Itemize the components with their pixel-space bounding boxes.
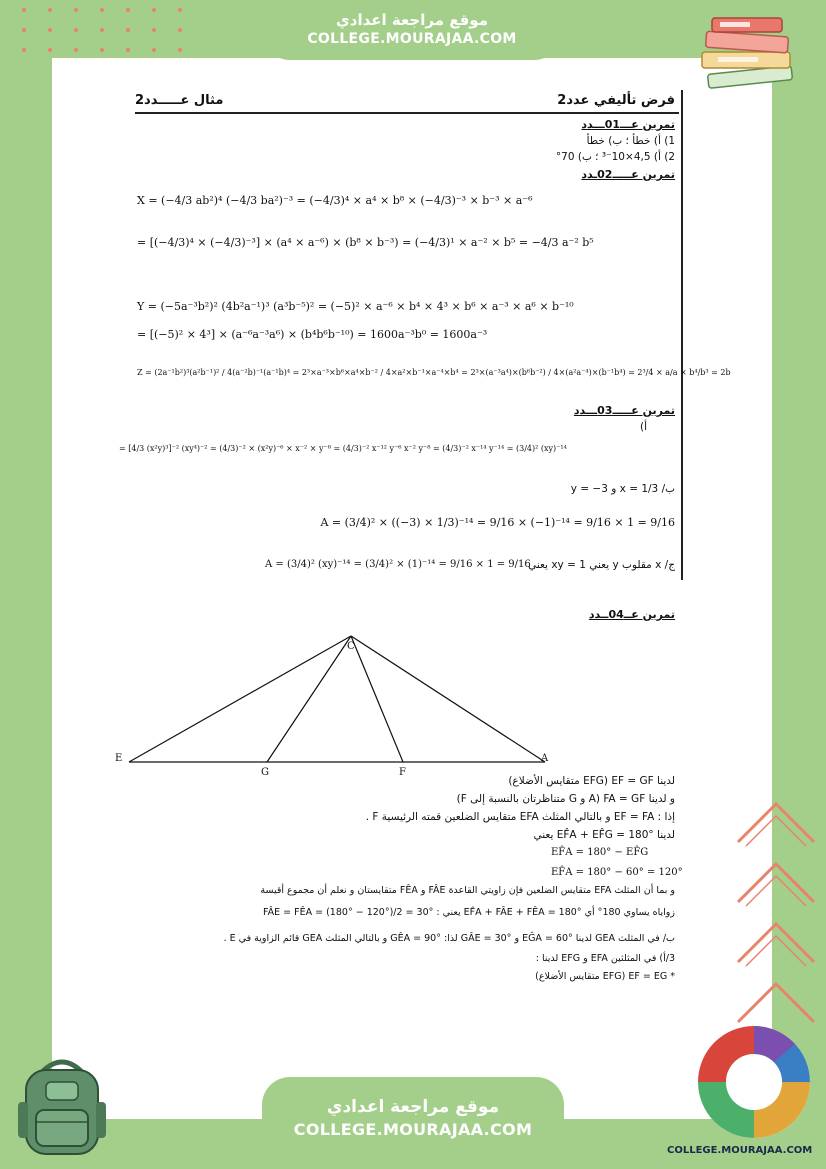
exercise-1-title: تمرين عـــ01ـــدد: [581, 118, 675, 131]
banner-arabic-bottom: موقع مراجعة اعدادي: [326, 1097, 500, 1117]
ex4-line-10: 3/أ) في المثلثين EFA و EFG لدينا :: [535, 953, 675, 964]
margin-rule: [681, 90, 683, 580]
logo-site-label: COLLEGE.MOURAJAA.COM: [667, 1145, 813, 1156]
part-a-label: أ): [639, 421, 647, 433]
exam-title: فرض تأليفي عدد2: [557, 93, 675, 108]
ex3-line-a: = [4/3 (x²y)³]⁻² (xy⁴)⁻² = (4/3)⁻² × (x²y)⁻⁶ × x⁻² × y⁻⁸ = (4/3)⁻² x⁻¹² y⁻⁶ x⁻² y⁻⁸ = (4/3)⁻² x⁻¹⁴ y⁻¹⁴ = (3/4)² (xy)⁻¹⁴: [119, 444, 567, 453]
triangle-figure: [115, 630, 555, 780]
y-line-2: = [(−5)² × 4³] × (a⁻⁶a⁻³a⁶) × (b⁴b⁶b⁻¹⁰) = 1600a⁻³b⁰ = 1600a⁻³: [137, 328, 488, 341]
ex4-line-4: لدينا EF̂A + EF̂G = 180° يعني: [533, 829, 675, 841]
frame-left: [0, 0, 52, 1169]
ex3-b-label: ب/ x = 1/3 و y = −3: [570, 483, 675, 495]
exercise-1-line-2: 2) أ) 4,5×10⁻³ ؛ ب) 70°: [555, 151, 675, 163]
vertex-f-label: F: [399, 767, 406, 778]
ex4-line-9: ب/ في المثلث GEA لدينا EĜA = 60° و GÂE = 30° لذا: GÊA = 90° و بالتالي المثلث GEA قائم الزاوية في E .: [223, 933, 675, 944]
example-title: مثال عـــــدد2: [135, 93, 224, 108]
exercise-3-title: تمرين عـــــ03ـــدد: [573, 404, 675, 417]
banner-arabic: موقع مراجعة اعدادي: [336, 11, 488, 29]
exercise-1-line-1: 1) أ) خطأ ؛ ب) خطأ: [586, 135, 675, 147]
ex3-line-c: A = (3/4)² (xy)⁻¹⁴ = (3/4)² × (1)⁻¹⁴ = 9/16 × 1 = 9/16: [265, 559, 531, 570]
header-rule: [135, 112, 679, 114]
backpack-icon: [12, 1052, 112, 1162]
ex4-line-7: و بما أن المثلث EFA متقايس الضلعين فإن زاويتي القاعدة FÂE و FÊA متقايستان و نعلم أن مجموع أقيسة: [260, 885, 675, 896]
exercise-2-title: تمرين عـــــ02ـدد: [581, 168, 675, 181]
vertex-a-label: A: [541, 753, 549, 764]
x-line-1: X = (−4/3 ab²)⁴ (−4/3 ba²)⁻³ = (−4/3)⁴ × a⁴ × b⁸ × (−4/3)⁻³ × b⁻³ × a⁻⁶: [137, 194, 533, 207]
vertex-e-label: E: [115, 753, 123, 764]
books-icon: [694, 12, 804, 92]
ex4-line-3: إذا : EF = FA و بالتالي المثلث EFA متقايس الضلعين قمته الرئيسية F .: [365, 811, 675, 823]
z-line: Z = (2a⁻¹b²)³(a²b⁻¹)² / 4(a⁻²b)⁻¹(a⁻¹b)⁴ = 2³×a⁻³×b⁶×a⁴×b⁻² / 4×a²×b⁻¹×a⁻⁴×b⁴ = 2³×(a⁻³a⁴)×(b⁶b⁻²) / 4×(a²a⁻⁴)×(b⁻¹b⁴) = 2³/4 × a/a × b⁴/b³ = 2b: [137, 368, 731, 377]
bottom-banner[interactable]: [262, 1077, 564, 1169]
ex4-line-1: لدينا EF = GF (EFG متقايس الأضلاع): [508, 775, 675, 787]
exercise-4-title: تمرين عــ04ــدد: [588, 608, 675, 621]
document-content: [115, 90, 731, 1000]
banner-site-bottom: COLLEGE.MOURAJAA.COM: [293, 1120, 533, 1139]
chevron-up-icons: [732, 790, 822, 1030]
banner-site: COLLEGE.MOURAJAA.COM: [307, 31, 517, 47]
site-logo-icon: [692, 1022, 818, 1140]
ex4-line-5: EF̂A = 180° − EF̂G: [551, 847, 649, 858]
ex3-line-b: A = (3/4)² × ((−3) × 1/3)⁻¹⁴ = 9/16 × (−1)⁻¹⁴ = 9/16 × 1 = 9/16: [320, 516, 675, 529]
vertex-c-label: C: [347, 641, 355, 652]
ex4-line-2: و لدينا FA = GF (A و G متناظرتان بالنسبة إلى F): [456, 793, 675, 805]
ex4-line-8: زواياه يساوي 180° أي EF̂A + FÂE + FÊA = 180° يعني : FÂE = FÊA = (180° − 120°)/2 = 30°: [263, 907, 675, 918]
vertex-g-label: G: [261, 767, 269, 778]
y-line-1: Y = (−5a⁻³b²)² (4b²a⁻¹)³ (a³b⁻⁵)² = (−5)² × a⁻⁶ × b⁴ × 4³ × b⁶ × a⁻³ × a⁶ × b⁻¹⁰: [137, 300, 574, 313]
ex4-line-6: EF̂A = 180° − 60° = 120°: [551, 867, 683, 878]
top-banner[interactable]: [262, 0, 562, 60]
ex3-c-label: ج/ x مقلوب y يعني xy = 1 يعني: [528, 559, 675, 571]
x-line-2: = [(−4/3)⁴ × (−4/3)⁻³] × (a⁴ × a⁻⁶) × (b⁸ × b⁻³) = (−4/3)¹ × a⁻² × b⁵ = −4/3 a⁻² b⁵: [137, 236, 594, 249]
ex4-line-11: * EF = EG (EFG متقايس الأضلاع): [535, 971, 675, 982]
